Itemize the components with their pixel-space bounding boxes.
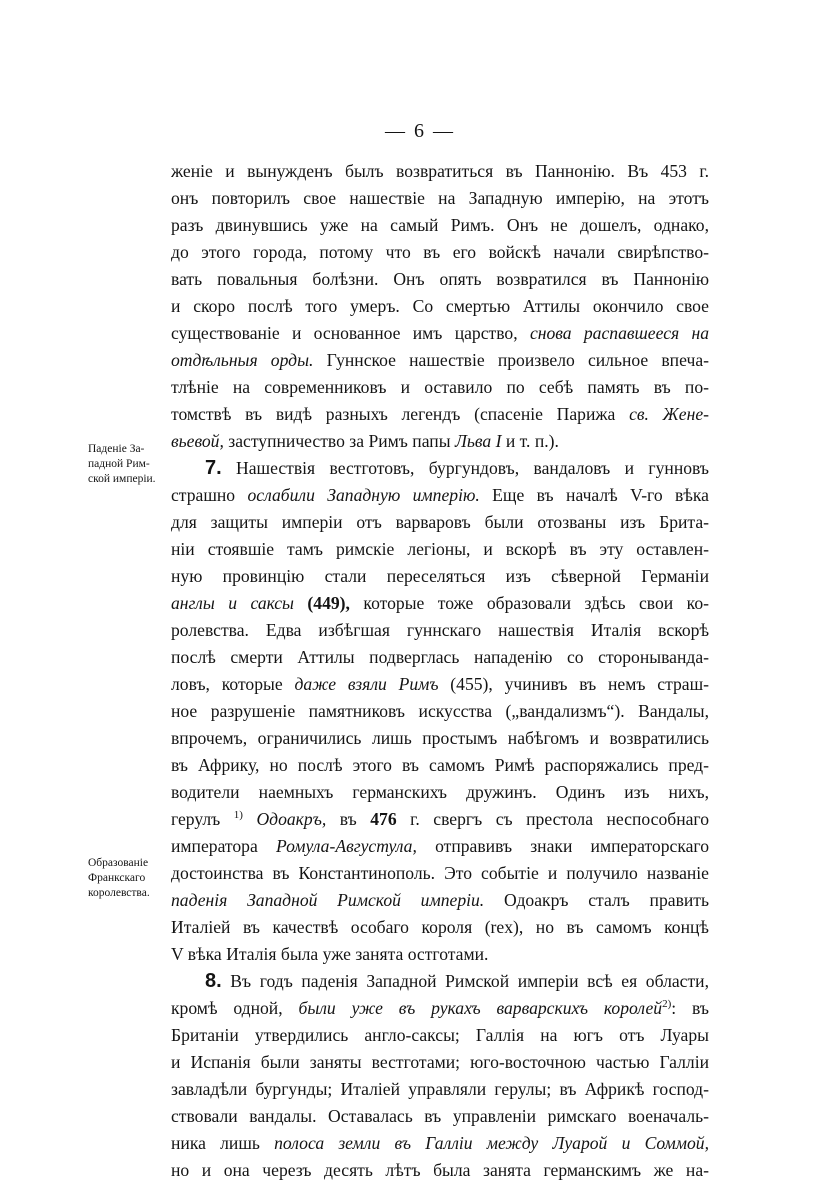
text-line: ную провинцію стали переселяться изъ сѣверной Германіи [171,566,709,586]
margin-note-western-fall [88,442,172,487]
text-line: ніи стоявшіе тамъ римскіе легіоны, и вскорѣ въ эту оставлен- [171,539,709,559]
text-line: водители наемныхъ германскихъ дружинъ. Одинъ изъ нихъ, [171,782,709,802]
text-line: до этого города, потому что въ его войскѣ начали свирѣпство- [171,242,709,262]
text-line: существованіе и основанное имъ царство, снова распавшееся на [171,323,709,343]
text-line: для защиты имперіи отъ варваровъ были отозваны изъ Брита- [171,512,709,532]
margin-note-line: ской имперіи. [88,473,156,485]
margin-note-line: Образованіе [88,857,149,869]
text-line: англы и саксы (449), которые тоже образовали здѣсь свои ко- [171,593,709,613]
text-line: но и она черезъ десять лѣтъ была занята германскимъ же на- [171,1160,709,1180]
paragraph-8-start: 8. Въ годъ паденія Западной Римской имперіи всѣ ея области, [205,970,709,992]
paragraph-7-start: 7. Нашествія вестготовъ, бургундовъ, вандаловъ и гунновъ [205,457,709,479]
text-line: и скоро послѣ того умеръ. Со смертью Аттилы окончило свое [171,296,709,316]
text-line: Британіи утвердились англо-саксы; Галлія на югъ отъ Луары [171,1025,709,1045]
text-line: вать повальныя болѣзни. Онъ опять возвратился въ Паннонію [171,269,709,289]
paragraph-number: 8. [205,970,222,992]
paragraph-number: 7. [205,457,222,479]
margin-note-frankish-kingdom [88,856,172,901]
footnote-ref: 2) [662,998,672,1011]
text-line: онъ повторилъ свое нашествіе на Западную имперію, на этотъ [171,188,709,208]
text-line: въ Африку, но послѣ этого въ самомъ Римѣ распоряжались пред- [171,755,709,775]
text-line: разъ двинувшись уже на самый Римъ. Онъ не дошелъ, однако, [171,215,709,235]
text-line: томствѣ въ видѣ разныхъ легендъ (спасеніе Парижа св. Жене- [171,404,709,424]
text-line: герулъ $^{1)}$ Одоакръ, въ 476 г. свергъ съ престола неспособнаго [171,809,709,829]
text-line: страшно ослабили Западную имперію. Еще въ началѣ V-го вѣка [171,485,709,505]
text-line: впрочемъ, ограничились лишь простымъ набѣгомъ и возвратились [171,728,709,748]
text-line: императора Ромула-Августула, отправивъ знаки императорскаго [171,836,709,856]
footnote-ref: 1) [233,809,243,822]
text-line: ловъ, которые даже взяли Римъ (455), учинивъ въ немъ страш- [171,674,709,694]
margin-note-line: королевства. [88,887,150,899]
text-line: женіе и вынужденъ былъ возвратиться въ Паннонію. Въ 453 г. [171,161,709,181]
text-line: Италіей въ качествѣ особаго короля (rex), но въ самомъ концѣ [171,917,709,937]
text-line: тлѣніе на современниковъ и оставило по себѣ память въ по- [171,377,709,397]
text-line: вьевой, заступничество за Римъ папы Льва I и т. п.). [171,431,559,451]
text-line: ролевства. Едва избѣгшая гуннскаго нашествія Италія вскорѣ [171,620,709,640]
margin-note-line: падной Рим- [88,458,150,470]
text-line: паденія Западной Римской имперіи. Одоакръ сталъ править [171,890,709,910]
text-line: послѣ смерти Аттилы подверглась нападенію со стороныванда- [171,647,709,667]
text-line: и Испанія были заняты вестготами; юго-восточною частью Галліи [171,1052,709,1072]
text-line: V вѣка Италія была уже занята остготами. [171,944,489,964]
text-line: завладѣли бургунды; Италіей управляли герулы; въ Африкѣ господ- [171,1079,709,1099]
page-number: — 6 — [385,120,455,142]
text-line: ное разрушеніе памятниковъ искусства („вандализмъ“). Вандалы, [171,701,709,721]
margin-note-line: Франкскаго [88,872,146,884]
text-line: ника лишь полоса земли въ Галліи между Луарой и Соммой, [171,1133,709,1153]
text-line: кромѣ одной, были уже въ рукахъ варварскихъ королей$^{2)}$: въ [171,998,709,1018]
text-line: ствовали вандалы. Оставалась въ управленіи римскаго военачаль- [171,1106,709,1126]
text-line: достоинства въ Константинополь. Это событіе и получило названіе [171,863,709,883]
text-line: отдѣльныя орды. Гуннское нашествіе произвело сильное впеча- [171,350,709,370]
margin-note-line: Паденіе За- [88,443,145,455]
